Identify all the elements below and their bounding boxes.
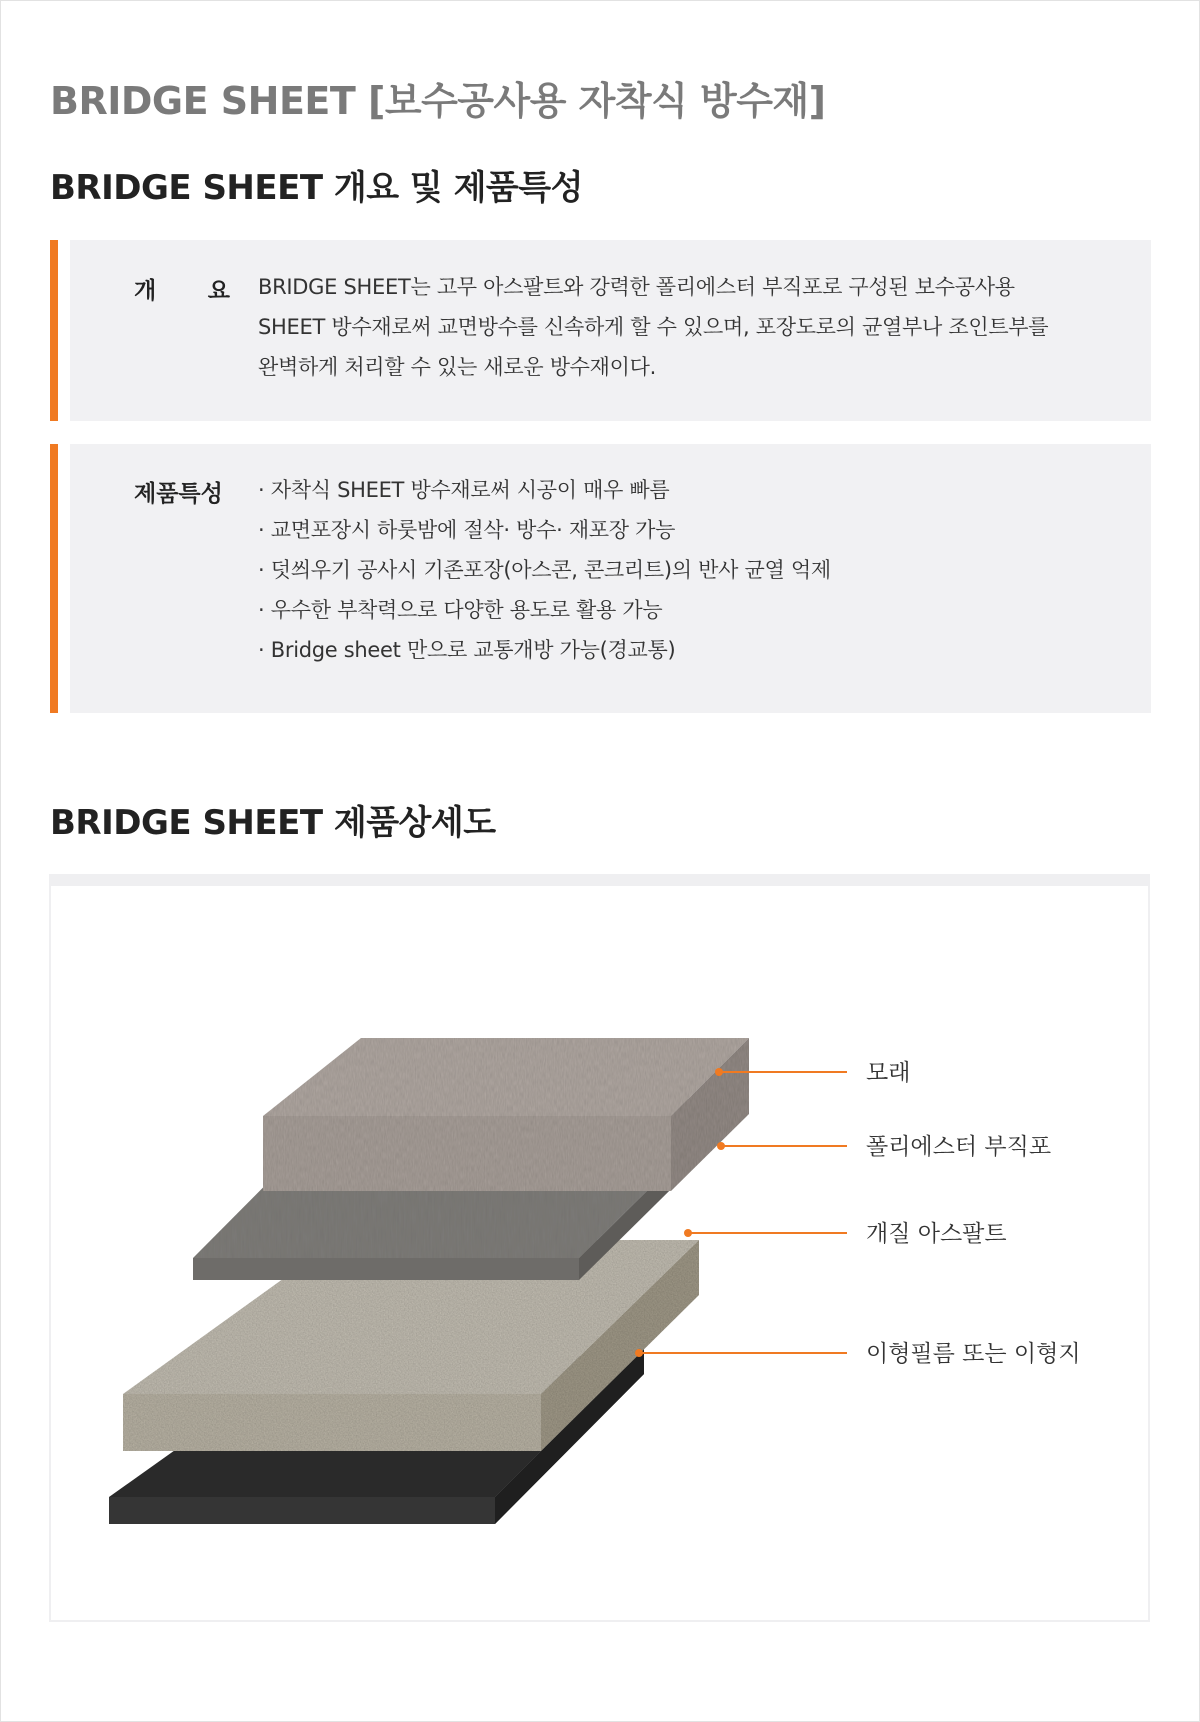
- summary-panel: [70, 240, 1151, 421]
- layer-label-sand: 모래: [866, 1060, 911, 1086]
- layer-diagram-illustration: [51, 886, 1148, 1620]
- layer-label-modified-asphalt: 개질 아스팔트: [866, 1221, 1007, 1247]
- summary-label: [134, 272, 230, 305]
- summary-line: BRIDGE SHEET는 고무 아스팔트와 강력한 폴리에스터 부직포로 구성된 보수공사용: [258, 275, 1015, 299]
- feature-item: · 덧씌우기 공사시 기존포장(아스콘, 콘크리트)의 반사 균열 억제: [258, 558, 831, 582]
- layer-label-polyester-fabric: 폴리에스터 부직포: [866, 1134, 1052, 1160]
- features-row: [50, 444, 1151, 713]
- features-panel: [70, 444, 1151, 713]
- diagram-section-title: BRIDGE SHEET 제품상세도: [50, 803, 496, 843]
- feature-item: · 우수한 부착력으로 다양한 용도로 활용 가능: [258, 598, 663, 622]
- page-title: BRIDGE SHEET [보수공사용 자착식 방수재]: [50, 79, 826, 123]
- summary-line: SHEET 방수재로써 교면방수를 신속하게 할 수 있으며, 포장도로의 균열부나 조인트부를: [258, 315, 1049, 339]
- summary-line: 완벽하게 처리할 수 있는 새로운 방수재이다.: [258, 355, 656, 379]
- summary-label-first: 개: [134, 278, 157, 304]
- summary-row: [50, 240, 1151, 421]
- overview-section-title: BRIDGE SHEET 개요 및 제품특성: [50, 168, 583, 208]
- feature-item: · 교면포장시 하룻밤에 절삭· 방수· 재포장 가능: [258, 518, 676, 542]
- summary-label-second: 요: [207, 278, 230, 304]
- sand-layer: [263, 1038, 749, 1191]
- accent-bar: [50, 444, 58, 713]
- feature-item: · 자착식 SHEET 방수재로써 시공이 매우 빠름: [258, 478, 670, 502]
- layer-label-release-film: 이형필름 또는 이형지: [866, 1341, 1081, 1367]
- product-diagram: [49, 874, 1150, 1622]
- summary-text: [258, 267, 1048, 387]
- features-list: [258, 470, 831, 670]
- feature-item: · Bridge sheet 만으로 교통개방 가능(경교통): [258, 638, 676, 662]
- accent-bar: [50, 240, 58, 421]
- features-label: 제품특성: [134, 481, 223, 507]
